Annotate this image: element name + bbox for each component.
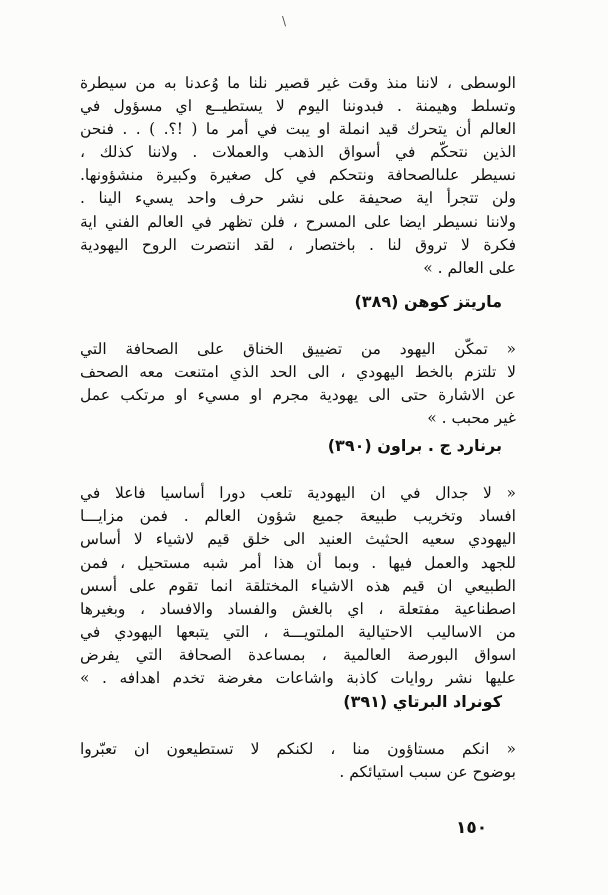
text-line: « لا جدال في ان اليهودية تلعب دورا أساسيا فاعلا في — [80, 484, 516, 503]
text-line: لا تلتزم بالخط اليهودي ، الى الحد الذي امتنعت معه الصحف — [80, 362, 516, 381]
text-line: « انكم مستاؤون منا ، لكنكم لا تستطيعون ان تعبّروا — [80, 740, 516, 759]
text-line: نسيطر علىالصحافة ونتحكم في كل صغيرة وكبيرة منشؤونها. — [80, 166, 516, 185]
page-number: ١٥٠ — [456, 818, 488, 838]
quote-author-heading: برنارد ج . براون (٣٩٠) — [327, 436, 502, 456]
text-line: غير محبب . » — [427, 409, 516, 428]
text-line: الطبيعي ان قيم هذه الاشياء المختلقة انما تقوم على أسس — [80, 576, 516, 595]
quote-author-heading: ماريتز كوهن (٣٨٩) — [354, 291, 502, 311]
text-line: عليها نشر روايات كاذبة واشاعات مغرضة تخدم اهدافه . » — [80, 668, 516, 687]
text-line: فكرة لا تروق لنا . باختصار ، لقد انتصرت الروح اليهودية — [80, 235, 516, 254]
text-line: الذين نتحكّم في أسواق الذهب والعملات . ولاننا كذلك ، — [80, 143, 516, 162]
page-body — [80, 72, 516, 784]
text-line: الوسطى ، لاننا منذ وقت غير قصير نلنا ما وُعدنا به من سيطرة — [80, 74, 516, 92]
text-line: اصطناعية مفتعلة ، اي بالغش والفساد والافساد ، وبغيرها — [80, 599, 516, 618]
paragraph-4 — [80, 738, 516, 784]
text-line: اليهودي سعيه الحثيث العنيد الى خلق قيم لاشياء لا أساس — [80, 530, 516, 549]
text-line: على العالم . » — [423, 258, 516, 277]
stray-mark: \ — [282, 14, 287, 28]
text-line: من الاساليب الاحتيالية الملتويـــة ، التي يتبعها اليهودي في — [80, 622, 516, 641]
paragraph-3 — [80, 482, 516, 690]
text-line: بوضوح عن سبب استيائكم . — [339, 763, 516, 782]
paragraph-1 — [80, 72, 516, 280]
quote-author-heading: كونراد البرتاي (٣٩١) — [343, 692, 502, 712]
text-line: « تمكّن اليهود من تضييق الخناق على الصحافة التي — [80, 339, 516, 358]
text-line: ولن تتجرأ اية صحيفة على نشر حرف واحد يسيء الينا . — [80, 189, 516, 208]
paragraph-2 — [80, 338, 516, 430]
text-line: افساد وتخريب طبيعة جميع شؤون العالم . فمن مزايـــا — [80, 507, 516, 526]
text-line: العالم أن يتحرك قيد انملة او يبت في أمر ما ( !؟. ) . . فنحن — [80, 120, 516, 139]
text-line: للجهد والعمل فيها . وبما أن هذا أمر شبه مستحيل ، فمن — [80, 553, 516, 572]
text-line: اسواق البورصة العالمية ، بمساعدة الصحافة التي يفرض — [80, 645, 516, 664]
text-line: وتسلط وهيمنة . فبدوننا اليوم لا يستطيــع اي مسؤول في — [80, 97, 516, 116]
text-line: ولاننا نسيطر ايضا على المسرح ، فلن تظهر في العالم الفني اية — [80, 212, 516, 231]
text-line: عن الاشارة حتى الى يهودية مجرم او مسيء او مرتكب عمل — [80, 386, 516, 405]
